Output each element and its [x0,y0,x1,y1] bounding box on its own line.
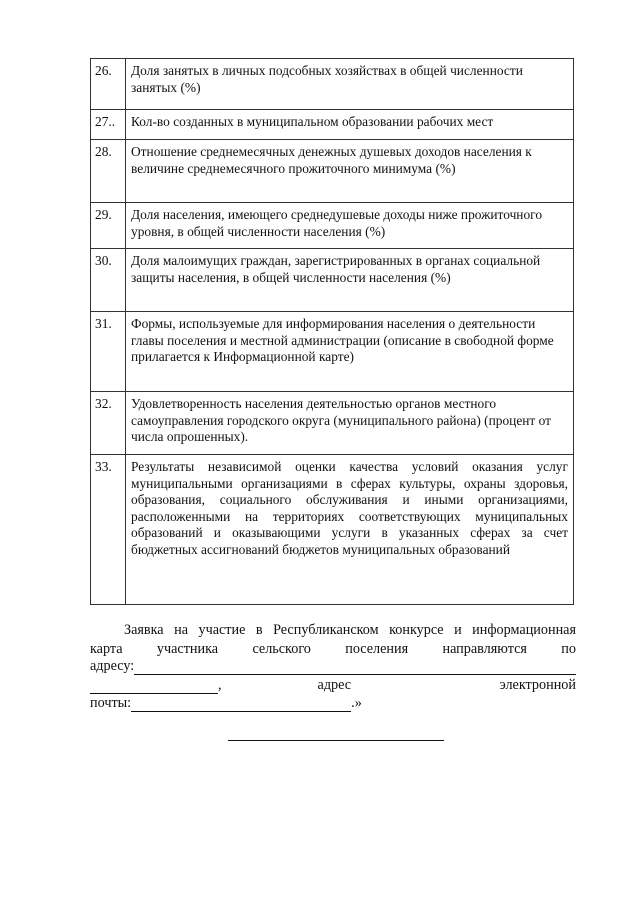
application-sentence-line2 [90,640,576,658]
address-blank-continued[interactable] [90,679,218,694]
row-description: Доля занятых в личных подсобных хозяйствах в общей численности занятых (%) [126,59,574,110]
row-number: 29. [91,203,126,249]
word: направляются [442,641,527,657]
comma: , [218,677,222,693]
row-number: 33. [91,455,126,605]
table-row [91,110,574,140]
table-row [91,312,574,392]
address-line [90,657,576,675]
closing-quote: .» [351,695,362,711]
row-number: 32. [91,392,126,455]
row-number: 30. [91,249,126,312]
row-description: Формы, используемые для информирования населения о деятельности главы поселения и местной администрации (описание в свободной форме прилагается к Информационной карте) [126,312,574,392]
row-description: Удовлетворенность населения деятельностью органов местного самоуправления городского округа (муниципального района) (процент от числа опрошенных). [126,392,574,455]
word: карта [90,641,123,657]
table-row [91,140,574,203]
word: поселения [345,641,409,657]
row-number: 27.. [91,110,126,140]
address-blank[interactable] [134,660,576,675]
indicators-table [90,58,574,605]
row-description: Доля населения, имеющего среднедушевые доходы ниже прожиточного уровня, в общей численности населения (%) [126,203,574,249]
word: сельского [252,641,311,657]
application-sentence: Заявка на участие в Республиканском конкурсе и информационная [124,622,576,638]
email-line [90,694,576,712]
row-description: Доля малоимущих граждан, зарегистрированных в органах социальной защиты населения, в общей численности населения (%) [126,249,574,312]
word: участника [156,641,219,657]
mail-label: почты: [90,695,132,711]
row-description: Результаты независимой оценки качества условий оказания услуг муниципальными организациями в сферах культуры, охраны здоровья, образования, социального обслуживания и иными организациями, расположенными на территориях соответствующих муниципальных образований и оказывающими услуги в указанных сферах за счет бюджетных ассигнований бюджетов муниципальных образований [126,455,574,605]
table-row [91,59,574,110]
address-continuation [90,676,222,694]
signature-line [228,740,444,741]
row-number: 28. [91,140,126,203]
table-row [91,203,574,249]
address-continuation-line [90,676,576,694]
email-blank[interactable] [131,697,351,712]
table-row [91,392,574,455]
word: по [561,641,576,657]
table-row [91,249,574,312]
row-description: Кол-во созданных в муниципальном образовании рабочих мест [126,110,574,140]
table-row [91,455,574,605]
email-word: электронной [499,677,576,693]
row-number: 31. [91,312,126,392]
email-word: адрес [317,677,352,693]
row-description: Отношение среднемесячных денежных душевых доходов населения к величине среднемесячного прожиточного минимума (%) [126,140,574,203]
address-label: адресу: [90,658,135,674]
row-number: 26. [91,59,126,110]
